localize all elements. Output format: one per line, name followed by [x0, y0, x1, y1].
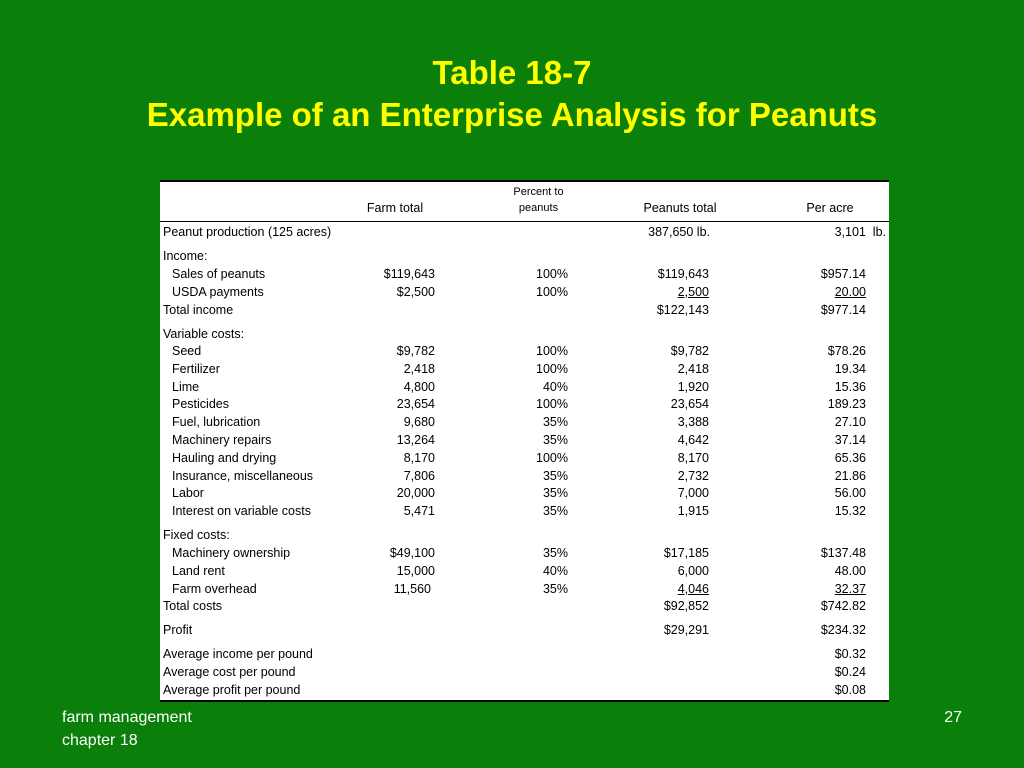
header-per-acre: Per acre — [806, 201, 854, 215]
total-costs-per-acre: $742.82 — [820, 599, 866, 613]
row-peanuts-total: $9,782 — [670, 344, 709, 358]
row-peanuts-total: 7,000 — [677, 486, 709, 501]
row-per-acre: 15.36 — [834, 379, 866, 394]
row-percent: 40% — [542, 379, 568, 394]
row-farm-total: 11,560 — [393, 581, 431, 596]
row-label: Labor — [172, 486, 204, 501]
row-per-acre: 20.00 — [834, 284, 866, 299]
row-farm-total: 20,000 — [396, 486, 435, 501]
average-label: Average profit per pound — [163, 683, 301, 697]
row-peanuts-total: 2,732 — [677, 468, 709, 483]
income-section-label: Income: — [163, 249, 208, 263]
row-farm-total: 13,264 — [396, 433, 435, 447]
row-percent: 35% — [542, 486, 568, 501]
row-peanuts-total: 8,170 — [677, 450, 709, 465]
header-peanuts-total: Peanuts total — [643, 201, 717, 215]
row-percent: 100% — [536, 267, 568, 281]
row-percent: 35% — [542, 581, 568, 596]
row-label: Farm overhead — [172, 581, 257, 596]
average-value: $0.32 — [834, 647, 866, 661]
row-farm-total: $2,500 — [396, 284, 435, 299]
footer-course — [62, 706, 192, 752]
average-value: $0.24 — [834, 665, 866, 679]
total-costs-peanuts-total: $92,852 — [663, 599, 709, 613]
row-label: Interest on variable costs — [172, 504, 311, 519]
row-percent: 35% — [542, 415, 568, 430]
row-per-acre: 65.36 — [834, 450, 866, 465]
average-label: Average income per pound — [163, 647, 313, 661]
row-label: Machinery ownership — [172, 546, 291, 560]
header-divider — [160, 221, 889, 222]
page-number: 27 — [944, 709, 962, 726]
row-farm-total: 15,000 — [396, 563, 435, 578]
row-peanuts-total: 4,046 — [677, 581, 709, 596]
header-percent-line2: peanuts — [518, 202, 559, 214]
row-per-acre: $137.48 — [820, 546, 866, 560]
row-label: USDA payments — [172, 284, 264, 299]
row-farm-total: 8,170 — [403, 450, 435, 465]
row-peanuts-total: 2,500 — [677, 284, 709, 299]
production-per-acre: 3,101 lb. — [834, 225, 886, 239]
row-label: Machinery repairs — [172, 433, 272, 447]
row-label: Lime — [172, 379, 200, 394]
row-peanuts-total: 2,418 — [677, 361, 709, 376]
row-per-acre: 15.32 — [834, 504, 866, 519]
slide-title — [0, 52, 1024, 136]
row-label: Land rent — [172, 563, 225, 578]
total-income-label: Total income — [163, 303, 234, 317]
row-label: Hauling and drying — [172, 450, 277, 465]
row-peanuts-total: 23,654 — [670, 397, 709, 412]
row-percent: 100% — [536, 344, 568, 358]
fixed-costs-section-label: Fixed costs: — [163, 528, 230, 542]
row-per-acre: 19.34 — [834, 361, 866, 376]
total-income-peanuts-total: $122,143 — [656, 303, 709, 317]
footer-line-1: farm management — [62, 709, 192, 726]
production-label: Peanut production (125 acres) — [163, 225, 332, 239]
row-percent: 40% — [542, 563, 568, 578]
average-label: Average cost per pound — [163, 665, 296, 679]
row-farm-total: 5,471 — [403, 504, 435, 519]
profit-peanuts-total: $29,291 — [663, 623, 709, 637]
row-peanuts-total: 1,915 — [677, 504, 709, 519]
row-percent: 35% — [542, 433, 568, 447]
footer-line-2: chapter 18 — [62, 732, 138, 749]
row-per-acre: 32.37 — [834, 581, 866, 596]
row-peanuts-total: 4,642 — [677, 433, 709, 447]
row-label: Pesticides — [172, 397, 229, 412]
row-farm-total: 4,800 — [403, 379, 435, 394]
row-per-acre: 27.10 — [834, 415, 866, 430]
row-farm-total: 2,418 — [403, 361, 435, 376]
row-percent: 100% — [536, 450, 568, 465]
row-label: Fuel, lubrication — [172, 415, 261, 430]
row-farm-total: 9,680 — [403, 415, 435, 430]
row-percent: 100% — [536, 361, 568, 376]
row-label: Sales of peanuts — [172, 267, 266, 281]
row-per-acre: 56.00 — [834, 486, 866, 501]
row-per-acre: $78.26 — [827, 344, 866, 358]
row-per-acre: 21.86 — [834, 468, 866, 483]
title-line-2: Example of an Enterprise Analysis for Peanuts — [146, 96, 878, 133]
row-peanuts-total: $119,643 — [657, 267, 709, 281]
row-farm-total: 23,654 — [396, 397, 435, 412]
row-per-acre: 48.00 — [834, 563, 866, 578]
enterprise-analysis-table — [160, 180, 889, 702]
row-label: Insurance, miscellaneous — [172, 468, 314, 483]
row-percent: 100% — [536, 397, 568, 412]
row-per-acre: $957.14 — [820, 267, 866, 281]
title-line-1: Table 18-7 — [432, 54, 592, 91]
header-farm-total: Farm total — [366, 201, 424, 215]
row-peanuts-total: 1,920 — [677, 379, 709, 394]
row-percent: 100% — [536, 284, 568, 299]
row-peanuts-total: $17,185 — [663, 546, 709, 560]
row-farm-total: $49,100 — [389, 546, 435, 560]
profit-label: Profit — [163, 623, 193, 637]
row-farm-total: 7,806 — [403, 468, 435, 483]
row-percent: 35% — [542, 546, 568, 560]
variable-costs-section-label: Variable costs: — [163, 327, 245, 341]
row-per-acre: 37.14 — [834, 433, 866, 447]
row-per-acre: 189.23 — [827, 397, 866, 412]
row-percent: 35% — [542, 504, 568, 519]
average-value: $0.08 — [834, 683, 866, 697]
header-percent-line1: Percent to — [513, 186, 564, 198]
profit-per-acre: $234.32 — [820, 623, 866, 637]
production-peanuts-total: 387,650 lb. — [648, 225, 710, 239]
row-peanuts-total: 3,388 — [677, 415, 709, 430]
row-label: Seed — [172, 344, 202, 358]
total-income-per-acre: $977.14 — [820, 303, 866, 317]
row-farm-total: $119,643 — [383, 267, 435, 281]
row-label: Fertilizer — [172, 361, 220, 376]
total-costs-label: Total costs — [163, 599, 223, 613]
row-percent: 35% — [542, 468, 568, 483]
row-farm-total: $9,782 — [396, 344, 435, 358]
row-peanuts-total: 6,000 — [677, 563, 709, 578]
